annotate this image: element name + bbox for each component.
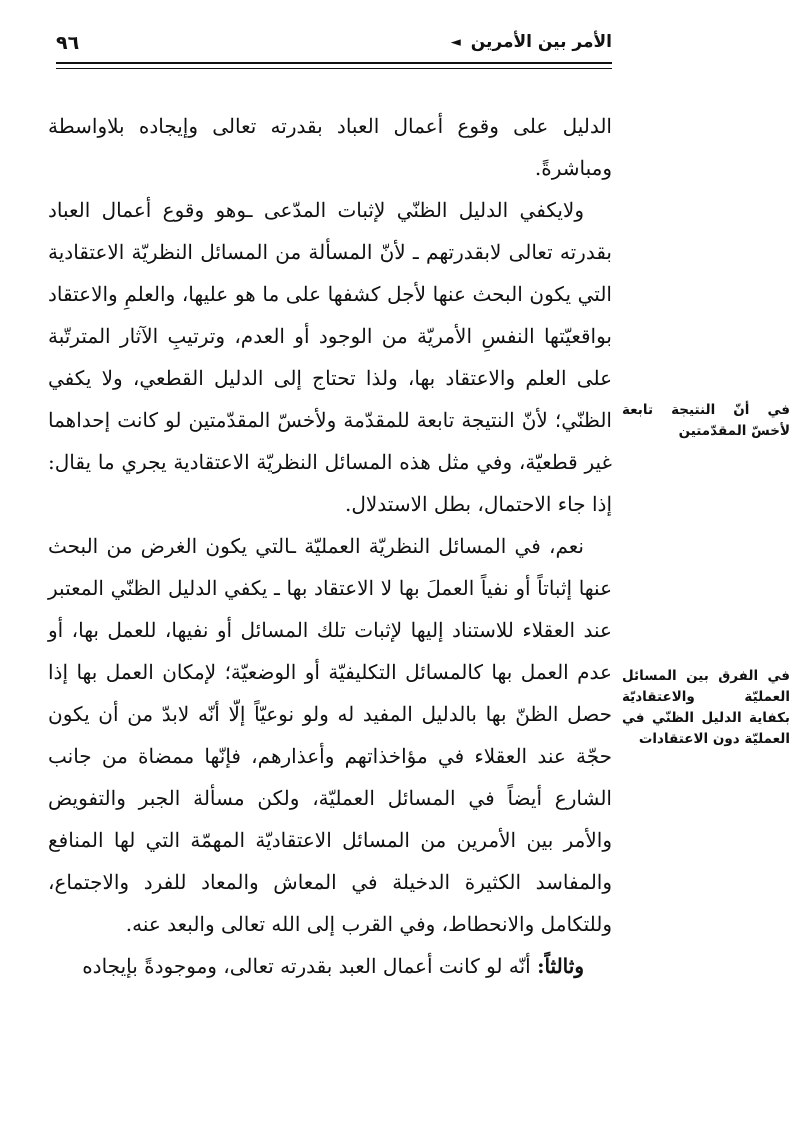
paragraph-2: ولايكفي الدليل الظنّي لإثبات المدّعى ـوهو وقوع أعمال العباد بقدرته تعالى لابقدرتهم ـ لأنّ المسألة من المسائل النظريّة الاعتقادية التي يكون البحث عنها لأجل كشفها على ما هو عليها، والعلمِ والاعتقاد بواقعيّتها النفسِ الأمريّة من الوجود أو العدم، وترتيبِ الآثار المترتّبة على العلم والاعتقاد بها، ولذا تحتاج إلى الدليل القطعي، ولا يكفي الظنّي؛ لأنّ النتيجة تابعة للمقدّمة ولأخسّ المقدّمتين لو كانت إحداهما غير قطعيّة، وفي مثل هذه المسائل النظريّة الاعتقادية يجري ما يقال: إذا جاء الاحتمال، بطل الاستدلال.	[48, 198, 612, 516]
page-header	[56, 30, 612, 60]
paragraph-3: نعم، في المسائل النظريّة العمليّة ـالتي يكون الغرض من البحث عنها إثباتاً أو نفياً العملَ بها لا الاعتقاد بها ـ يكفي الدليل الظنّي المعتبر عند العقلاء للاستناد إليها لإثبات تلك المسائل أو نفيها، للعمل بها، أو عدم العمل بها كالمسائل التكليفيّة أو الوضعيّة؛ لإمكان العمل بها إذا حصل الظنّ بها بالدليل المفيد له ولو نوعيّاً إلّا أنّه لابدّ من أن يكون حجّة عند العقلاء في مؤاخذاتهم وأعذارهم، فإنّها ممضاة من جانب الشارع أيضاً في المسائل العمليّة، ولكن مسألة الجبر والتفويض والأمر بين الأمرين من المسائل الاعتقاديّة المهمّة التي لها المنافع والمفاسد الكثيرة الدخيلة في المعاش والمعاد للفرد والاجتماع، وللتكامل والانحطاط، وفي القرب إلى الله تعالى والبعد عنه.	[48, 534, 612, 936]
paragraph-1: الدليل على وقوع أعمال العباد بقدرته تعالى وإيجاده بلاواسطة ومباشرةً.	[48, 114, 612, 180]
paragraph-4-lead: وثالثاً:	[537, 954, 584, 978]
running-head	[451, 32, 612, 52]
paragraph-4	[48, 945, 612, 987]
running-title: الأمر بين الأمرين	[470, 32, 612, 52]
paragraph-4-text: أنّه لو كانت أعمال العبد بقدرته تعالى، وموجودةً بإيجاده	[82, 954, 538, 978]
margin-note-practical-vs-doctrinal: في الفرق بين المسائل العمليّة والاعتقاديّة بكفاية الدليل الظنّي في العمليّة دون الاعتقادات	[622, 668, 790, 747]
margin-note-premises: في أنّ النتيجة تابعة لأخسّ المقدّمتين	[622, 402, 790, 439]
header-rule-thin	[56, 68, 612, 69]
triangle-marker-icon: ◄	[450, 34, 461, 50]
page-number: ٩٦	[56, 32, 80, 54]
header-rule-thick	[56, 62, 612, 64]
main-text-column	[48, 105, 612, 987]
